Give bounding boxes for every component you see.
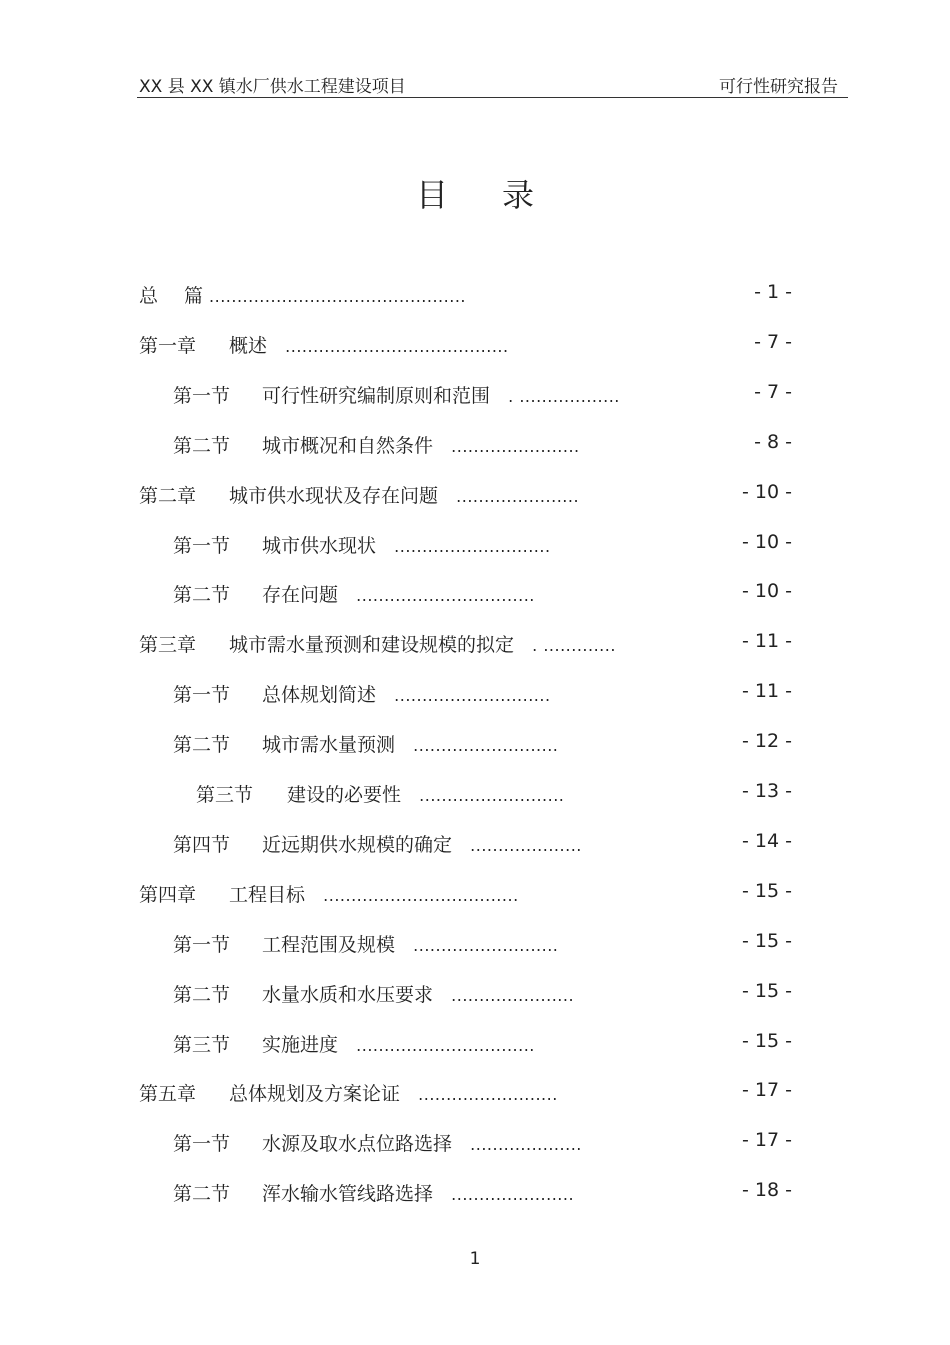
toc-entry[interactable] (173, 431, 792, 457)
toc-entry-leader: ............................ (394, 686, 551, 706)
toc-entry-label: 第一节 (173, 1133, 231, 1156)
toc-entry[interactable] (173, 1179, 792, 1205)
toc-entry-title: 浑水输水管线路选择 ...................... (262, 1183, 575, 1206)
toc-entry-leader: ......................... (418, 1085, 558, 1105)
toc-entry-page: - 15 - (742, 879, 792, 902)
toc-entry-page: - 15 - (742, 979, 792, 1002)
toc-entry-title: 工程范围及规模 .......................... (262, 933, 559, 956)
toc-entry-title: 工程目标 ................................... (229, 883, 519, 906)
toc-entry-leader: .............................................. (209, 287, 466, 306)
toc-entry-leader: .......................... (413, 935, 559, 955)
toc-entry-label: 第五章 (139, 1083, 197, 1106)
toc-entry-label: 第二节 (173, 434, 231, 457)
toc-entry[interactable] (173, 1129, 792, 1155)
toc-entry-page: - 12 - (742, 730, 792, 753)
toc-entry[interactable] (173, 830, 792, 856)
toc-entry-title: 水量水质和水压要求 ...................... (262, 983, 575, 1006)
toc-entry-leader: .......................... (413, 736, 559, 756)
toc-entry-page: - 7 - (754, 330, 792, 353)
toc-entry-title: 城市需水量预测 .......................... (262, 734, 559, 757)
toc-entry-leader: ...................... (456, 486, 580, 506)
toc-entry[interactable] (139, 481, 792, 507)
toc-entry[interactable] (196, 780, 792, 806)
toc-entry-leader: ....................... (451, 436, 580, 456)
toc-entry-title: 建设的必要性 .......................... (287, 784, 565, 806)
toc-entry-title: 城市需水量预测和建设规模的拟定 . ............. (229, 634, 616, 657)
toc-entry-title: 实施进度 ................................ (262, 1033, 535, 1056)
toc-entry[interactable] (139, 331, 792, 357)
header-project-name: XX 县 XX 镇水厂供水工程建设项目 (139, 77, 406, 97)
toc-entry-leader: .................... (470, 1135, 582, 1155)
toc-entry-label: 第三节 (173, 1033, 231, 1056)
toc-entry-leader: .......................... (419, 786, 565, 805)
toc-entry-page: - 14 - (742, 829, 792, 852)
toc-entry-title: 水源及取水点位路选择 .................... (262, 1133, 582, 1156)
toc-entry[interactable] (173, 730, 792, 756)
toc-entry-label: 第二节 (173, 1183, 231, 1206)
toc-entry-label: 第一节 (173, 933, 231, 956)
toc-entry-title: 城市概况和自然条件 ....................... (262, 434, 580, 457)
toc-entry-page: - 8 - (754, 430, 792, 453)
title-char-1: 目 (415, 176, 448, 214)
toc-entry-label: 总 (139, 285, 159, 307)
toc-entry-page: - 10 - (742, 480, 792, 503)
toc-entry-title: 可行性研究编制原则和范围 . .................. (262, 384, 620, 407)
toc-entry-title: 近远期供水规模的确定 .................... (262, 833, 582, 856)
toc-entry-leader: .................... (470, 835, 582, 855)
toc-entry[interactable] (173, 680, 792, 706)
toc-entry-label: 第二节 (173, 734, 231, 757)
toc-entry-label: 第三章 (139, 634, 197, 657)
toc-entry-label: 第二节 (173, 983, 231, 1006)
toc-entry-title: 城市供水现状 ............................ (262, 534, 551, 557)
toc-entry-label: 第四章 (139, 883, 197, 906)
toc-entry-page: - 17 - (742, 1129, 792, 1152)
toc-entry-label: 第一节 (173, 384, 231, 407)
toc-entry-label: 第一章 (139, 334, 197, 357)
toc-entry[interactable] (139, 1079, 792, 1105)
toc-entry[interactable] (139, 880, 792, 906)
toc-entry-label: 第三节 (196, 784, 254, 806)
toc-entry-page: - 1 - (754, 281, 792, 303)
toc-entry[interactable] (139, 281, 792, 307)
toc-entry[interactable] (173, 930, 792, 956)
toc-entry-leader: ................................... (323, 885, 519, 905)
toc-entry[interactable] (173, 580, 792, 606)
toc-entry-page: - 13 - (742, 780, 792, 802)
title-char-2: 录 (502, 176, 535, 214)
toc-entry-leader: ................................ (356, 586, 535, 606)
toc-entry-label: 第四节 (173, 833, 231, 856)
toc-entry-label: 第二节 (173, 584, 231, 607)
toc-entry[interactable] (173, 980, 792, 1006)
toc-entry-leader: . ............. (532, 636, 616, 656)
toc-entry-page: - 15 - (742, 1029, 792, 1052)
toc-entry-title: 城市供水现状及存在问题 ...................... (229, 484, 580, 507)
toc-entry-page: - 10 - (742, 580, 792, 603)
toc-entry-title: 存在问题 ................................ (262, 584, 535, 607)
toc-entry-leader: ............................ (394, 536, 551, 556)
toc-entry-page: - 18 - (742, 1179, 792, 1202)
toc-entry[interactable] (139, 630, 792, 656)
page-number: 1 (469, 1249, 481, 1269)
toc-entry-page: - 11 - (742, 680, 792, 703)
toc-entry-page: - 11 - (742, 630, 792, 653)
toc-entry-leader: ...................... (451, 1185, 575, 1205)
toc-entry[interactable] (173, 531, 792, 557)
toc-entry-leader: ........................................ (285, 336, 509, 356)
toc-entry-page: - 7 - (754, 380, 792, 403)
toc-entry-title: 总体规划及方案论证 ......................... (229, 1083, 558, 1106)
toc-entry-label: 第一节 (173, 684, 231, 707)
toc-entry-title: 总体规划简述 ............................ (262, 684, 551, 707)
toc-entry-label: 第二章 (139, 484, 197, 507)
toc-entry-page: - 10 - (742, 530, 792, 553)
toc-entry-title: 概述 ........................................ (229, 334, 509, 357)
toc-entry-leader: . .................. (508, 386, 620, 406)
toc-entry[interactable] (173, 381, 792, 407)
toc-entry[interactable] (173, 1030, 792, 1056)
toc-entry-label-2: 篇 (184, 285, 204, 307)
toc-entry-page: - 17 - (742, 1079, 792, 1102)
toc-entry-label: 第一节 (173, 534, 231, 557)
header-report-type: 可行性研究报告 (719, 77, 838, 97)
toc-entry-page: - 15 - (742, 929, 792, 952)
toc-entry-leader: ................................ (356, 1035, 535, 1055)
toc-entry-leader: ...................... (451, 985, 575, 1005)
